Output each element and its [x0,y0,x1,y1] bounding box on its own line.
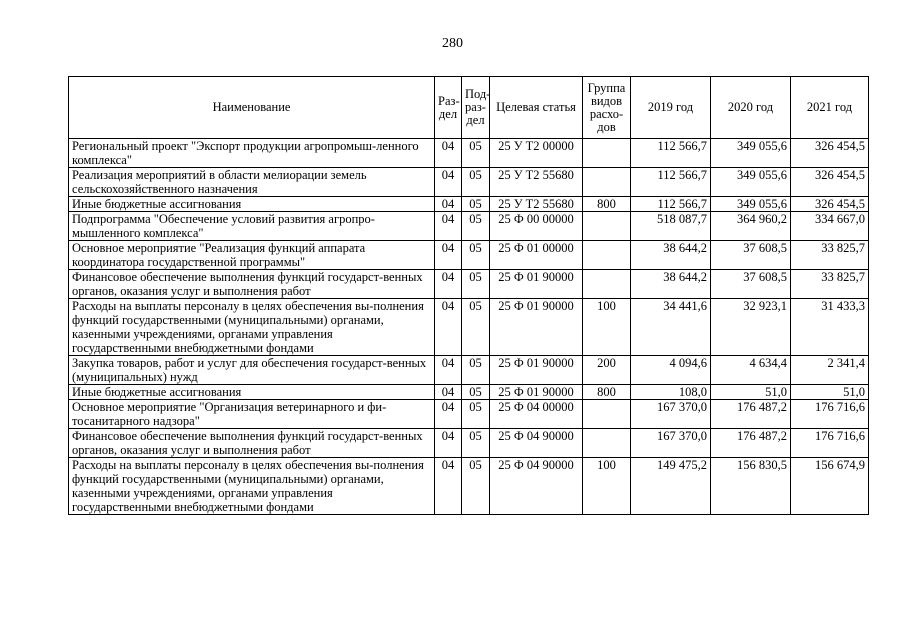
header-subsection: Под-раз-дел [462,77,490,139]
cell-2020: 4 634,4 [711,356,791,385]
cell-target: 25 У Т2 55680 [490,168,583,197]
cell-name: Финансовое обеспечение выполнения функций государст-венных органов, оказания услуг и выполнения работ [69,270,435,299]
cell-section: 04 [435,356,462,385]
cell-section: 04 [435,299,462,356]
cell-section: 04 [435,197,462,212]
table-row [69,429,869,458]
cell-2019: 4 094,6 [631,356,711,385]
table-row [69,458,869,515]
cell-name: Подпрограмма "Обеспечение условий развития агропро-мышленного комплекса" [69,212,435,241]
header-group: Группа видов расхо-дов [583,77,631,139]
cell-2020: 156 830,5 [711,458,791,515]
cell-subsection: 05 [462,197,490,212]
cell-2021: 33 825,7 [791,270,869,299]
cell-section: 04 [435,400,462,429]
table-row [69,168,869,197]
header-target: Целевая статья [490,77,583,139]
cell-2021: 326 454,5 [791,168,869,197]
cell-subsection: 05 [462,212,490,241]
cell-2021: 326 454,5 [791,139,869,168]
table-row [69,241,869,270]
cell-2021: 33 825,7 [791,241,869,270]
table-row [69,356,869,385]
cell-2020: 37 608,5 [711,241,791,270]
cell-group [583,212,631,241]
cell-name: Закупка товаров, работ и услуг для обеспечения государст-венных (муниципальных) нужд [69,356,435,385]
table-row [69,299,869,356]
cell-group [583,270,631,299]
cell-name: Основное мероприятие "Реализация функций аппарата координатора государственной программы" [69,241,435,270]
table-row [69,139,869,168]
header-name: Наименование [69,77,435,139]
table-row [69,385,869,400]
cell-2019: 38 644,2 [631,270,711,299]
cell-section: 04 [435,385,462,400]
header-row [69,77,869,139]
cell-name: Реализация мероприятий в области мелиорации земель сельскохозяйственного назначения [69,168,435,197]
cell-2019: 167 370,0 [631,429,711,458]
cell-name: Основное мероприятие "Организация ветеринарного и фи-тосанитарного надзора" [69,400,435,429]
cell-2019: 108,0 [631,385,711,400]
cell-target: 25 Ф 04 90000 [490,429,583,458]
cell-name: Расходы на выплаты персоналу в целях обеспечения вы-полнения функций государственными (муниципальными) органами, казенными учреждениями, органами управления государственными внебюджетными фондами [69,299,435,356]
cell-target: 25 Ф 04 00000 [490,400,583,429]
cell-2020: 32 923,1 [711,299,791,356]
cell-2020: 349 055,6 [711,197,791,212]
cell-2021: 326 454,5 [791,197,869,212]
cell-2021: 2 341,4 [791,356,869,385]
cell-2019: 167 370,0 [631,400,711,429]
cell-2021: 176 716,6 [791,400,869,429]
cell-target: 25 У Т2 00000 [490,139,583,168]
cell-2021: 31 433,3 [791,299,869,356]
budget-table [68,76,869,515]
cell-2019: 112 566,7 [631,139,711,168]
header-2019: 2019 год [631,77,711,139]
cell-2020: 349 055,6 [711,168,791,197]
cell-subsection: 05 [462,139,490,168]
header-2020: 2020 год [711,77,791,139]
cell-group: 800 [583,385,631,400]
table-row [69,400,869,429]
cell-group [583,168,631,197]
cell-subsection: 05 [462,356,490,385]
cell-target: 25 Ф 01 90000 [490,299,583,356]
cell-2020: 37 608,5 [711,270,791,299]
cell-2020: 349 055,6 [711,139,791,168]
cell-2020: 364 960,2 [711,212,791,241]
cell-2019: 38 644,2 [631,241,711,270]
cell-group [583,429,631,458]
cell-group: 800 [583,197,631,212]
cell-section: 04 [435,212,462,241]
header-2021: 2021 год [791,77,869,139]
cell-subsection: 05 [462,400,490,429]
cell-subsection: 05 [462,270,490,299]
cell-2019: 149 475,2 [631,458,711,515]
table-row [69,212,869,241]
cell-2020: 176 487,2 [711,400,791,429]
cell-2021: 51,0 [791,385,869,400]
cell-2019: 34 441,6 [631,299,711,356]
cell-2019: 518 087,7 [631,212,711,241]
page-number: 280 [442,36,463,51]
cell-target: 25 Ф 01 90000 [490,385,583,400]
cell-target: 25 Ф 01 90000 [490,270,583,299]
cell-2019: 112 566,7 [631,197,711,212]
cell-name: Иные бюджетные ассигнования [69,197,435,212]
cell-name: Региональный проект "Экспорт продукции агропромыш-ленного комплекса" [69,139,435,168]
cell-2021: 156 674,9 [791,458,869,515]
cell-section: 04 [435,429,462,458]
cell-target: 25 Ф 01 00000 [490,241,583,270]
cell-section: 04 [435,270,462,299]
cell-subsection: 05 [462,385,490,400]
cell-2021: 176 716,6 [791,429,869,458]
cell-group: 100 [583,299,631,356]
cell-group [583,139,631,168]
cell-name: Финансовое обеспечение выполнения функций государст-венных органов, оказания услуг и выполнения работ [69,429,435,458]
cell-subsection: 05 [462,241,490,270]
cell-group: 100 [583,458,631,515]
cell-target: 25 Ф 01 90000 [490,356,583,385]
cell-subsection: 05 [462,299,490,356]
table-body [69,139,869,515]
cell-section: 04 [435,241,462,270]
cell-subsection: 05 [462,429,490,458]
table-row [69,270,869,299]
cell-target: 25 У Т2 55680 [490,197,583,212]
cell-subsection: 05 [462,458,490,515]
cell-2019: 112 566,7 [631,168,711,197]
cell-subsection: 05 [462,168,490,197]
cell-section: 04 [435,458,462,515]
cell-group [583,241,631,270]
cell-2021: 334 667,0 [791,212,869,241]
cell-group [583,400,631,429]
header-section: Раз-дел [435,77,462,139]
cell-section: 04 [435,168,462,197]
cell-group: 200 [583,356,631,385]
cell-target: 25 Ф 00 00000 [490,212,583,241]
cell-section: 04 [435,139,462,168]
cell-2020: 51,0 [711,385,791,400]
table-row [69,197,869,212]
cell-name: Иные бюджетные ассигнования [69,385,435,400]
cell-target: 25 Ф 04 90000 [490,458,583,515]
cell-name: Расходы на выплаты персоналу в целях обеспечения вы-полнения функций государственными (муниципальными) органами, казенными учреждениями, органами управления государственными внебюджетными фондами [69,458,435,515]
cell-2020: 176 487,2 [711,429,791,458]
